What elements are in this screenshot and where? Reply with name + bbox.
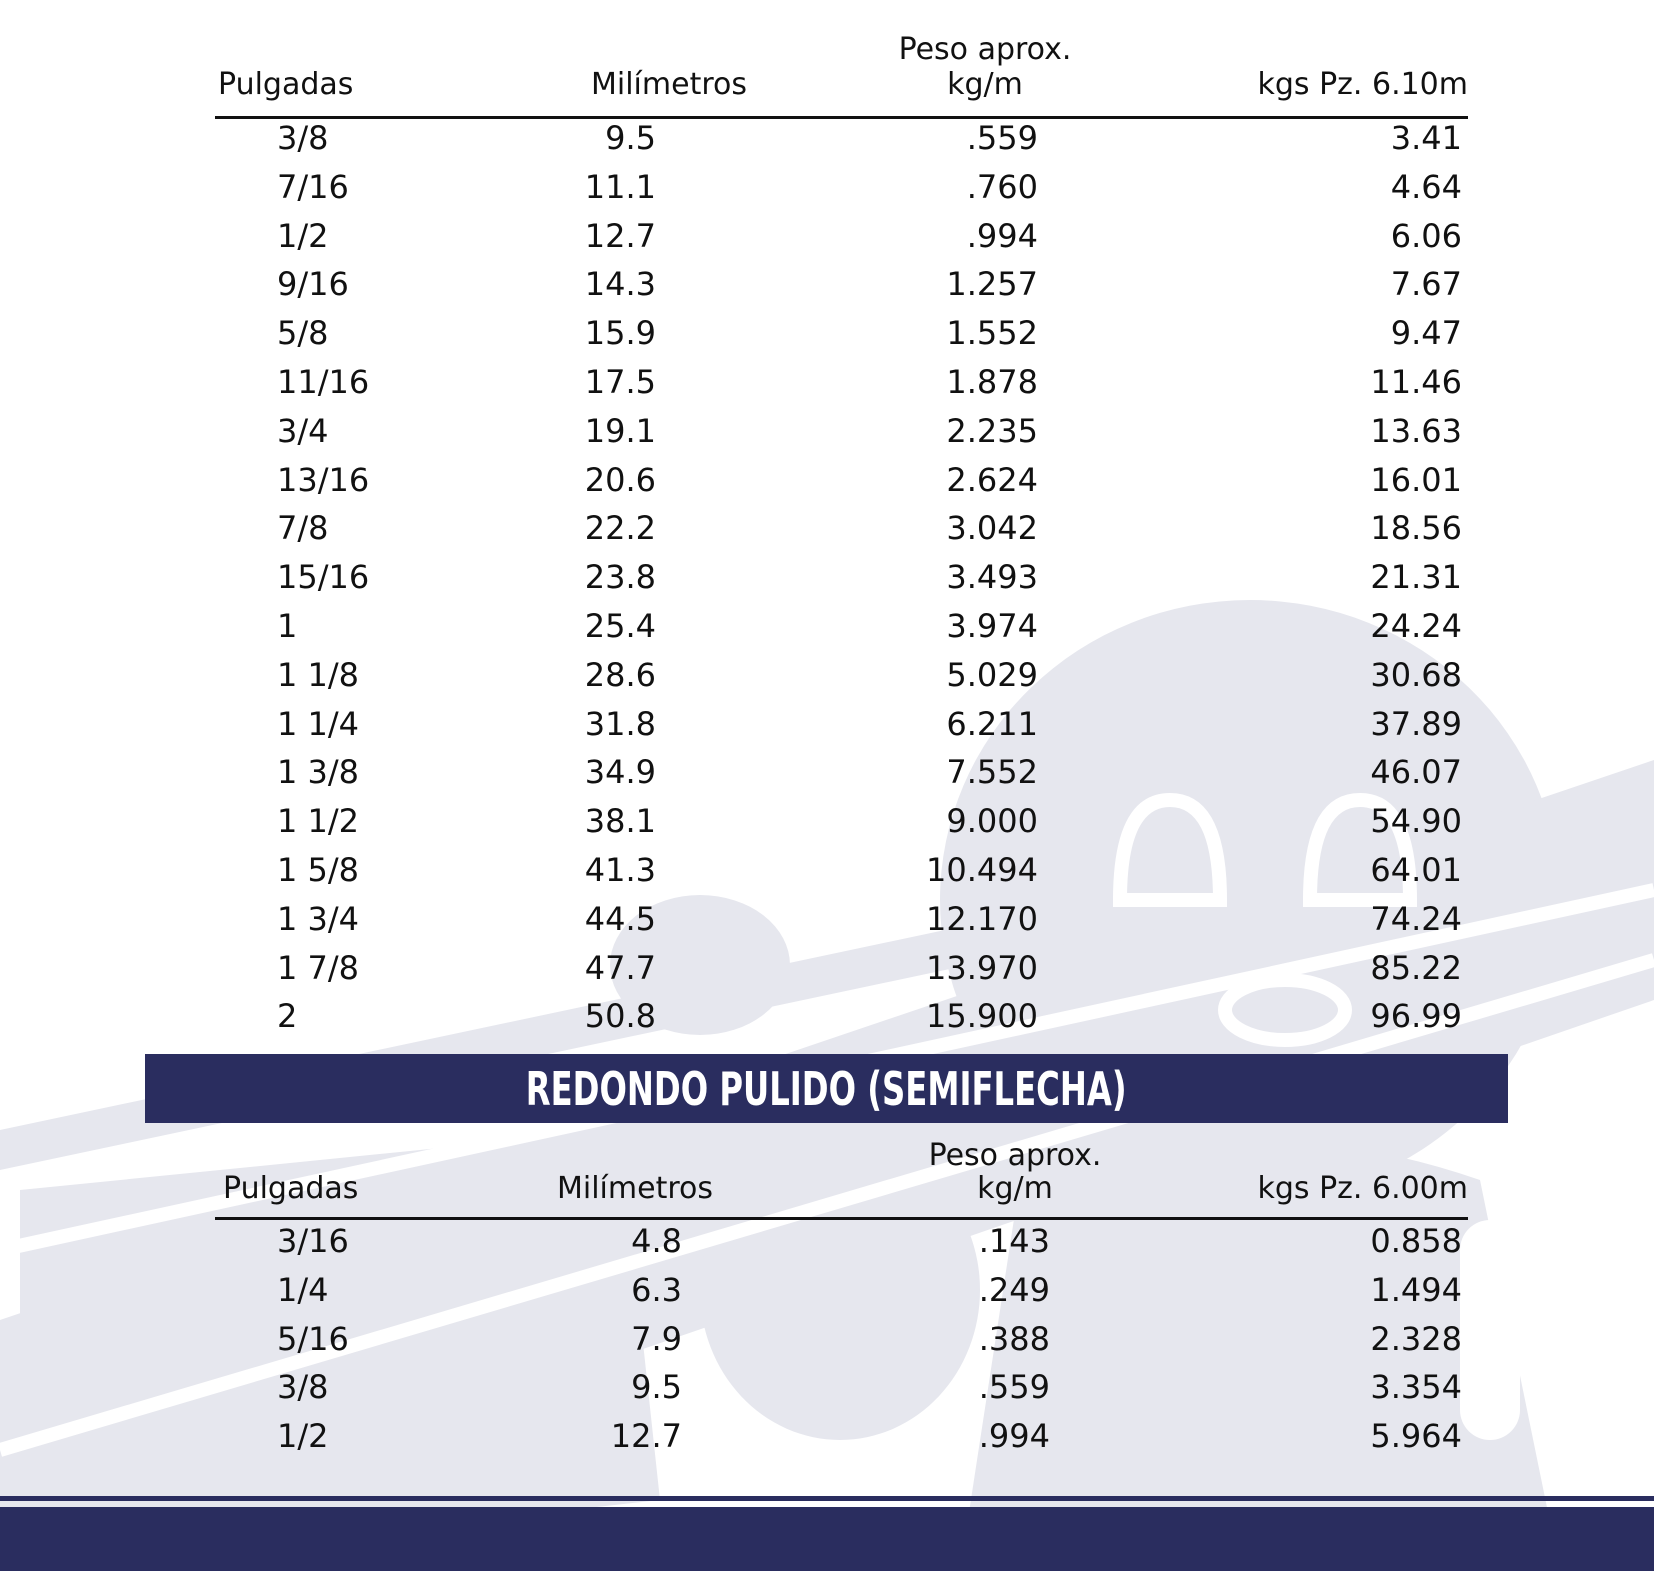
table-cell-milimetros: 9.5 <box>605 119 656 157</box>
col-header-pulgadas: Pulgadas <box>218 67 354 102</box>
table-cell-kgs: 46.07 <box>1370 753 1462 792</box>
table-cell-kgs: 30.68 <box>1370 655 1462 694</box>
table-cell-peso: 6.211 <box>946 704 1038 743</box>
table-cell-kgs: 24.24 <box>1370 607 1462 645</box>
table-cell-peso: 1.552 <box>946 314 1038 353</box>
table-cell-peso: .249 <box>978 1270 1050 1309</box>
table-cell-pulgadas: 1 1/8 <box>277 655 360 694</box>
table-cell-peso: .559 <box>978 1368 1050 1407</box>
table-cell-kgs: 7.67 <box>1390 265 1462 304</box>
table-cell-kgs: 9.47 <box>1390 314 1462 353</box>
table-cell-milimetros: 15.9 <box>584 314 656 353</box>
table-cell-pulgadas: 5/16 <box>277 1319 349 1358</box>
table-cell-milimetros: 47.7 <box>584 948 656 987</box>
table-cell-peso: 9.000 <box>946 802 1038 841</box>
table-cell-kgs: 6.06 <box>1390 216 1462 255</box>
table-cell-kgs: 96.99 <box>1370 997 1462 1036</box>
table-cell-kgs: 37.89 <box>1370 704 1462 743</box>
table-cell-milimetros: 50.8 <box>584 997 656 1036</box>
footer-bar <box>0 1507 1654 1571</box>
table-cell-milimetros: 31.8 <box>584 704 656 743</box>
table-cell-pulgadas: 7/16 <box>277 167 349 206</box>
table-cell-milimetros: 25.4 <box>584 607 656 645</box>
table-cell-pulgadas: 13/16 <box>277 460 370 499</box>
table-cell-kgs: 85.22 <box>1370 948 1462 987</box>
table-cell-pulgadas: 3/4 <box>277 411 329 450</box>
table-cell-pulgadas: 1 1/2 <box>277 802 360 841</box>
table-cell-milimetros: 4.8 <box>631 1222 682 1260</box>
table-cell-milimetros: 22.2 <box>584 509 656 548</box>
table-cell-pulgadas: 15/16 <box>277 558 370 597</box>
table-cell-pulgadas: 3/16 <box>277 1222 349 1260</box>
table-cell-milimetros: 14.3 <box>584 265 656 304</box>
table-cell-pulgadas: 11/16 <box>277 363 370 401</box>
table-cell-peso: 13.970 <box>926 948 1038 987</box>
table-cell-peso: 3.974 <box>946 607 1038 645</box>
table-cell-milimetros: 7.9 <box>631 1319 682 1358</box>
table-cell-peso: 2.235 <box>946 411 1038 450</box>
table-cell-kgs: 74.24 <box>1370 899 1462 938</box>
table-cell-peso: 7.552 <box>946 753 1038 792</box>
table-cell-milimetros: 6.3 <box>631 1270 682 1309</box>
table-cell-kgs: 5.964 <box>1370 1417 1462 1456</box>
table-cell-pulgadas: 1 7/8 <box>277 948 360 987</box>
col-header-peso-line1: Peso aprox. <box>928 1138 1102 1173</box>
table-cell-milimetros: 20.6 <box>584 460 656 499</box>
table-cell-milimetros: 11.1 <box>584 167 656 206</box>
table-cell-kgs: 2.328 <box>1370 1319 1462 1358</box>
table-cell-peso: .559 <box>966 119 1038 157</box>
table-cell-peso: .388 <box>978 1319 1050 1358</box>
table-cell-kgs: 0.858 <box>1370 1222 1462 1260</box>
table-cell-pulgadas: 1 <box>277 607 298 645</box>
table-cell-pulgadas: 1 3/4 <box>277 899 360 938</box>
table-cell-kgs: 64.01 <box>1370 851 1462 889</box>
table-cell-pulgadas: 3/8 <box>277 119 329 157</box>
col-header-peso-line1: Peso aprox. <box>898 32 1072 67</box>
table-cell-milimetros: 12.7 <box>584 216 656 255</box>
table-cell-peso: .760 <box>966 167 1038 206</box>
table-cell-kgs: 1.494 <box>1370 1270 1462 1309</box>
table-cell-peso: 1.878 <box>946 363 1038 401</box>
table-cell-pulgadas: 9/16 <box>277 265 349 304</box>
table-cell-kgs: 3.354 <box>1370 1368 1462 1407</box>
table-cell-peso: 10.494 <box>926 851 1038 889</box>
table-cell-kgs: 13.63 <box>1370 411 1462 450</box>
table-cell-milimetros: 19.1 <box>584 411 656 450</box>
table-cell-kgs: 16.01 <box>1370 460 1462 499</box>
table-cell-milimetros: 9.5 <box>631 1368 682 1407</box>
col-header-milimetros: Milímetros <box>557 1171 713 1206</box>
table-cell-milimetros: 23.8 <box>584 558 656 597</box>
col-header-milimetros: Milímetros <box>591 67 747 102</box>
table-cell-peso: .994 <box>966 216 1038 255</box>
table-cell-pulgadas: 1/2 <box>277 1417 329 1456</box>
table-cell-pulgadas: 5/8 <box>277 314 329 353</box>
table-cell-milimetros: 28.6 <box>584 655 656 694</box>
table-cell-milimetros: 38.1 <box>584 802 656 841</box>
table-cell-pulgadas: 1 1/4 <box>277 704 360 743</box>
table-cell-peso: 2.624 <box>946 460 1038 499</box>
col-header-kgs: kgs Pz. 6.00m <box>1257 1171 1468 1206</box>
table-cell-pulgadas: 1/2 <box>277 216 329 255</box>
table-cell-milimetros: 34.9 <box>584 753 656 792</box>
table-cell-pulgadas: 2 <box>277 997 298 1036</box>
table-cell-kgs: 11.46 <box>1370 363 1462 401</box>
footer-divider <box>0 1496 1654 1501</box>
table-cell-kgs: 3.41 <box>1390 119 1462 157</box>
table-cell-milimetros: 12.7 <box>610 1417 682 1456</box>
table-cell-peso: 1.257 <box>946 265 1038 304</box>
table-cell-milimetros: 41.3 <box>584 851 656 889</box>
table-cell-kgs: 18.56 <box>1370 509 1462 548</box>
table-cell-pulgadas: 1 3/8 <box>277 753 360 792</box>
header-rule <box>215 1217 1468 1220</box>
col-header-peso-line2: kg/m <box>947 67 1023 102</box>
table-cell-peso: 15.900 <box>926 997 1038 1036</box>
table-cell-peso: 3.042 <box>946 509 1038 548</box>
table-cell-milimetros: 44.5 <box>584 899 656 938</box>
table-cell-peso: 3.493 <box>946 558 1038 597</box>
table-cell-kgs: 54.90 <box>1370 802 1462 841</box>
table-cell-peso: .994 <box>978 1417 1050 1456</box>
table-cell-kgs: 4.64 <box>1390 167 1462 206</box>
col-header-peso-line2: kg/m <box>977 1171 1053 1206</box>
table-cell-peso: .143 <box>978 1222 1050 1260</box>
table-cell-pulgadas: 1 5/8 <box>277 851 360 889</box>
table-cell-pulgadas: 3/8 <box>277 1368 329 1407</box>
col-header-pulgadas: Pulgadas <box>223 1171 359 1206</box>
section-title: REDONDO PULIDO (SEMIFLECHA) <box>526 1061 1127 1116</box>
table-cell-peso: 12.170 <box>926 899 1038 938</box>
table-cell-kgs: 21.31 <box>1370 558 1462 597</box>
table-cell-pulgadas: 1/4 <box>277 1270 329 1309</box>
table-cell-pulgadas: 7/8 <box>277 509 329 548</box>
table-cell-milimetros: 17.5 <box>584 363 656 401</box>
col-header-kgs: kgs Pz. 6.10m <box>1257 67 1468 102</box>
table-cell-peso: 5.029 <box>946 655 1038 694</box>
